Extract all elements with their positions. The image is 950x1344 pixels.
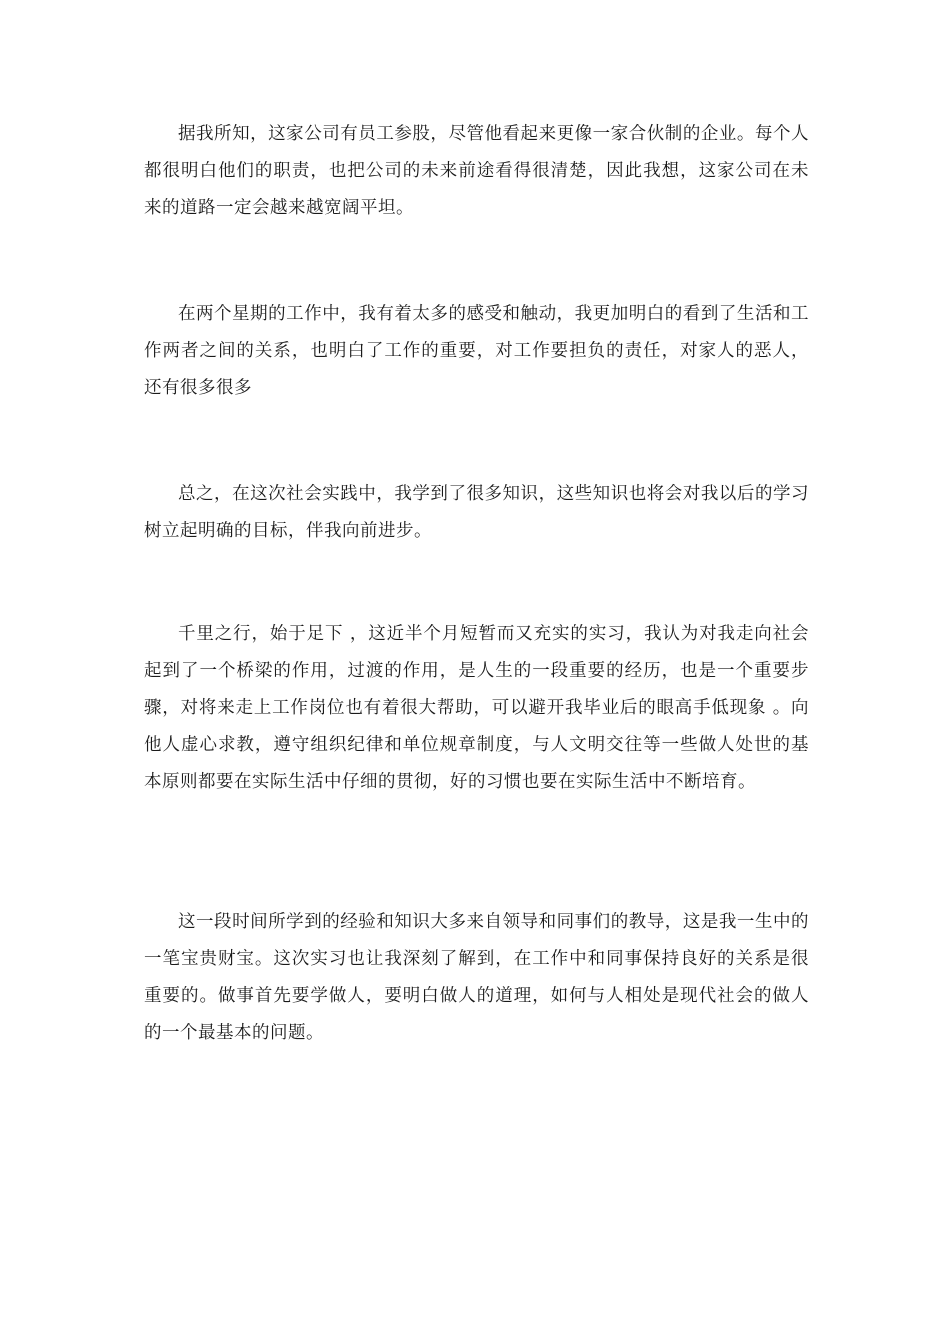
paragraph-2: 在两个星期的工作中，我有着太多的感受和触动，我更加明白的看到了生活和工作两者之间的关系，也明白了工作的重要，对工作要担负的责任，对家人的恶人，还有很多很多 <box>144 304 809 398</box>
paragraph-1: 据我所知，这家公司有员工参股，尽管他看起来更像一家合伙制的企业。每个人都很明白他们的职责，也把公司的未来前途看得很清楚，因此我想，这家公司在未来的道路一定会越来越宽阔平坦。 <box>144 124 809 218</box>
paragraph-4: 千里之行，始于足下 ，这近半个月短暂而又充实的实习，我认为对我走向社会起到了一个桥梁的作用，过渡的作用，是人生的一段重要的经历，也是一个重要步骤，对将来走上工作岗位也有着很大帮助，可以避开我毕业后的眼高手低现象 。向他人虚心求教，遵守组织纪律和单位规章制度，与人文明交往等一些做人处世的基本原则都要在实际生活中仔细的贯彻，好的习惯也要在实际生活中不断培育。 <box>144 624 809 792</box>
paragraph-5: 这一段时间所学到的经验和知识大多来自领导和同事们的教导，这是我一生中的一笔宝贵财宝。这次实习也让我深刻了解到，在工作中和同事保持良好的关系是很重要的。做事首先要学做人，要明白做人的道理，如何与人相处是现代社会的做人的一个最基本的问题。 <box>144 912 809 1043</box>
paragraph-3: 总之，在这次社会实践中，我学到了很多知识，这些知识也将会对我以后的学习树立起明确的目标，伴我向前进步。 <box>144 484 809 541</box>
